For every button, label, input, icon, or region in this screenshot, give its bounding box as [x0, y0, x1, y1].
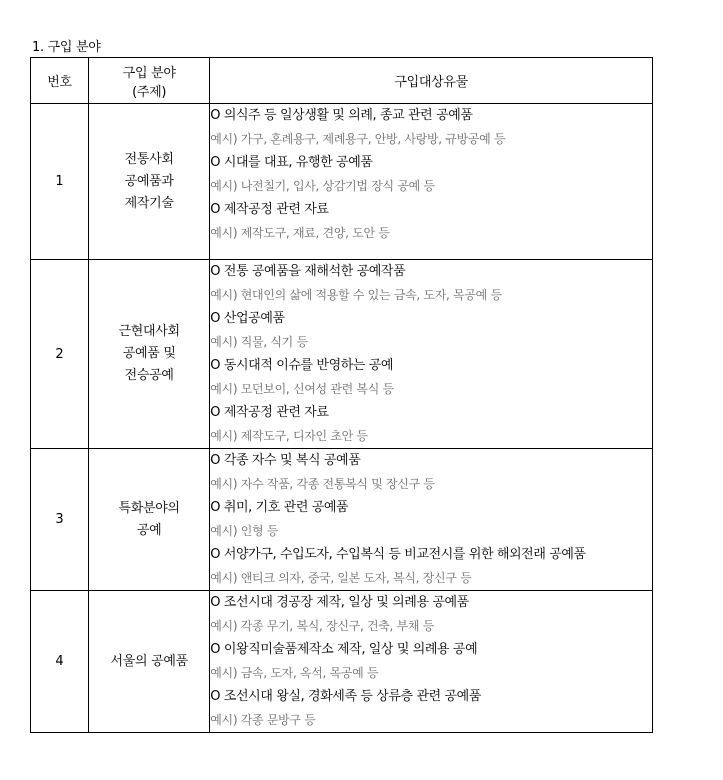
item-category-title: 시대를 대표, 유행한 공예품	[223, 155, 373, 170]
item-example: 예시) 앤티크 의자, 중국, 일본 도자, 복식, 장신구 등	[210, 570, 472, 585]
circle-marker: O	[210, 264, 221, 279]
field-line: 전통사회	[124, 151, 174, 167]
item-example: 예시) 현대인의 삶에 적용할 수 있는 금속, 도자, 목공예 등	[210, 287, 502, 302]
item-example: 예시) 각종 문방구 등	[210, 712, 316, 727]
item-category	[210, 543, 652, 567]
circle-marker: O	[210, 311, 221, 326]
item-example: 예시) 제작도구, 재료, 견양, 도안 등	[210, 225, 390, 240]
table-row	[31, 104, 653, 260]
header-field-line1: 구입 분야	[122, 65, 176, 81]
header-field-line2: (주제)	[132, 84, 167, 100]
field-line: 공예품과	[124, 173, 174, 189]
item-category	[210, 198, 652, 222]
item-category	[210, 260, 652, 284]
circle-marker: O	[210, 358, 221, 373]
circle-marker: O	[210, 405, 221, 420]
row-number: 2	[31, 260, 89, 449]
item-example: 예시) 인형 등	[210, 523, 279, 538]
row-items	[210, 260, 653, 449]
item-category	[210, 151, 652, 175]
header-number: 번호	[31, 58, 89, 104]
item-example: 예시) 자수 작품, 각종 전통복식 및 장신구 등	[210, 476, 435, 491]
item-category	[210, 307, 652, 331]
section-title: 1. 구입 분야	[32, 40, 101, 55]
row-number: 3	[31, 449, 89, 591]
row-field	[89, 104, 210, 260]
circle-marker: O	[210, 642, 221, 657]
circle-marker: O	[210, 155, 221, 170]
item-example: 예시) 금속, 도자, 옥석, 목공예 등	[210, 665, 379, 680]
item-category	[210, 638, 652, 662]
item-category-title: 취미, 기호 관련 공예품	[223, 500, 349, 515]
circle-marker: O	[210, 547, 221, 562]
field-line: 서울의 공예품	[110, 653, 188, 669]
circle-marker: O	[210, 689, 221, 704]
item-category-title: 서양가구, 수입도자, 수입복식 등 비교전시를 위한 해외전래 공예품	[223, 547, 586, 562]
row-field	[89, 591, 210, 733]
item-category-title: 이왕직미술품제작소 제작, 일상 및 의례용 공예	[223, 642, 478, 657]
item-category	[210, 104, 652, 128]
item-category-title: 동시대적 이슈를 반영하는 공예	[223, 358, 394, 373]
item-category-title: 산업공예품	[223, 311, 285, 326]
item-category	[210, 496, 652, 520]
row-items	[210, 591, 653, 733]
table-row	[31, 449, 653, 591]
circle-marker: O	[210, 108, 221, 123]
row-items	[210, 104, 653, 260]
circle-marker: O	[210, 500, 221, 515]
item-category	[210, 401, 652, 425]
circle-marker: O	[210, 595, 221, 610]
field-line: 제작기술	[124, 195, 174, 211]
row-field	[89, 260, 210, 449]
item-category-title: 조선시대 왕실, 경화세족 등 상류층 관련 공예품	[223, 689, 481, 704]
table-row	[31, 591, 653, 733]
field-line: 전승공예	[124, 368, 174, 383]
item-category-title: 조선시대 경공장 제작, 일상 및 의례용 공예품	[223, 595, 469, 610]
header-field	[89, 58, 210, 104]
header-items: 구입대상유물	[210, 58, 653, 104]
item-example: 예시) 모던보이, 신여성 관련 복식 등	[210, 381, 394, 396]
item-example: 예시) 직물, 식기 등	[210, 334, 308, 349]
table-header-row	[31, 58, 653, 104]
item-category	[210, 449, 652, 473]
item-category	[210, 685, 652, 709]
field-line: 공예품 및	[122, 346, 176, 361]
circle-marker: O	[210, 453, 221, 468]
item-example: 예시) 제작도구, 디자인 초안 등	[210, 428, 368, 443]
table-row	[31, 260, 653, 449]
acquisition-table	[30, 57, 653, 733]
item-example: 예시) 각종 무기, 복식, 장신구, 건축, 부채 등	[210, 618, 434, 633]
field-line: 공예	[136, 522, 162, 538]
item-category	[210, 354, 652, 378]
item-example: 예시) 나전칠기, 입사, 상감기법 장식 공예 등	[210, 178, 435, 193]
row-field	[89, 449, 210, 591]
item-category-title: 전통 공예품을 재해석한 공예작품	[223, 264, 406, 279]
item-category-title: 제작공정 관련 자료	[223, 405, 329, 420]
row-number: 4	[31, 591, 89, 733]
item-example: 예시) 가구, 혼례용구, 제례용구, 안방, 사랑방, 규방공예 등	[210, 131, 506, 146]
item-category-title: 제작공정 관련 자료	[223, 202, 329, 217]
item-category	[210, 591, 652, 615]
item-category-title: 의식주 등 일상생활 및 의례, 종교 관련 공예품	[223, 108, 473, 123]
item-category-title: 각종 자수 및 복식 공예품	[223, 453, 361, 468]
row-items	[210, 449, 653, 591]
circle-marker: O	[210, 202, 221, 217]
row-number: 1	[31, 104, 89, 260]
field-line: 특화분야의	[118, 500, 180, 516]
field-line: 근현대사회	[118, 324, 180, 339]
